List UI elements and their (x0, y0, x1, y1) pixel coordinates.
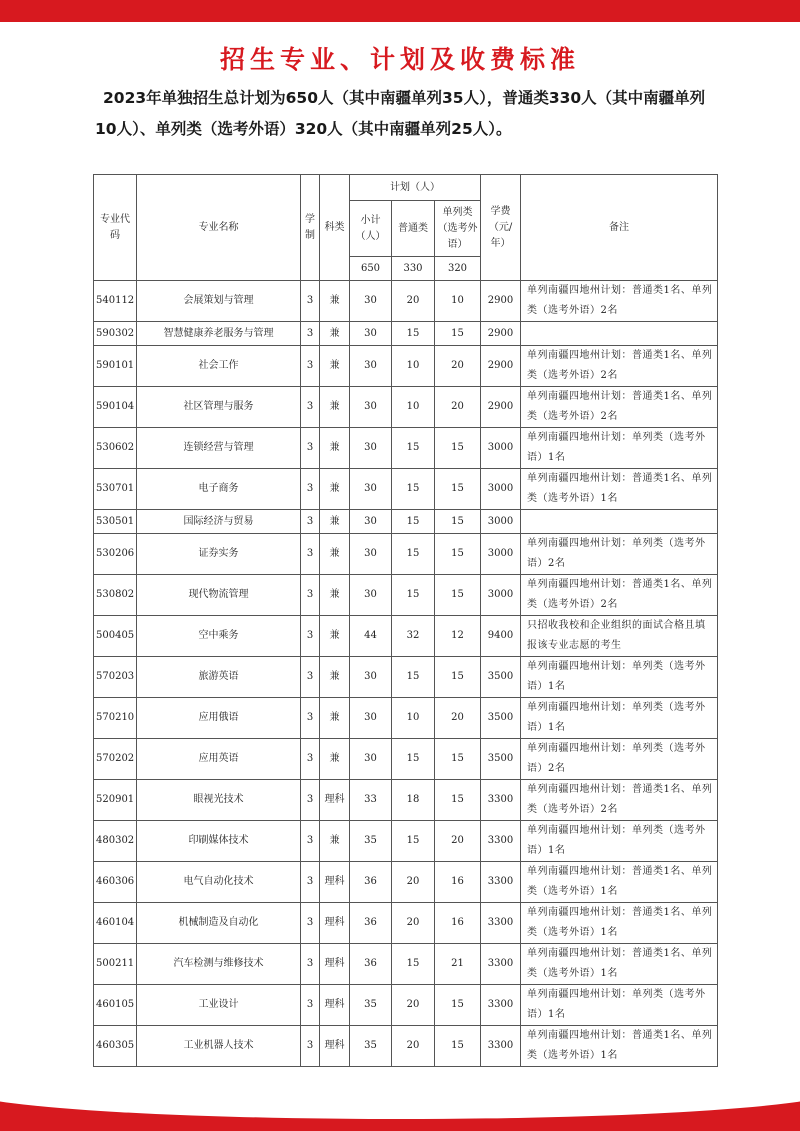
cell-subtotal: 36 (350, 944, 392, 985)
cell-category: 兼 (320, 469, 350, 510)
cell-fee: 3000 (481, 534, 521, 575)
cell-subtotal: 35 (350, 1026, 392, 1067)
cell-separate: 15 (435, 534, 481, 575)
enrollment-plan-table (93, 174, 718, 1067)
cell-category: 兼 (320, 281, 350, 322)
cell-note: 单列南疆四地州计划：单列类（选考外语）1名 (521, 985, 718, 1026)
cell-fee: 3300 (481, 862, 521, 903)
table-row (94, 985, 718, 1026)
cell-category: 兼 (320, 387, 350, 428)
header-general: 普通类 (392, 201, 435, 257)
cell-subtotal: 36 (350, 862, 392, 903)
cell-years: 3 (301, 1026, 320, 1067)
cell-fee: 2900 (481, 322, 521, 346)
cell-years: 3 (301, 616, 320, 657)
cell-years: 3 (301, 985, 320, 1026)
cell-years: 3 (301, 821, 320, 862)
cell-category: 兼 (320, 616, 350, 657)
cell-general: 18 (392, 780, 435, 821)
cell-code: 530701 (94, 469, 137, 510)
cell-category: 理科 (320, 985, 350, 1026)
table-row (94, 657, 718, 698)
cell-fee: 3500 (481, 657, 521, 698)
cell-separate: 15 (435, 510, 481, 534)
table-body (94, 281, 718, 1067)
cell-category: 兼 (320, 346, 350, 387)
cell-note: 单列南疆四地州计划：普通类1名、单列类（选考外语）1名 (521, 862, 718, 903)
cell-subtotal: 30 (350, 281, 392, 322)
table-row (94, 534, 718, 575)
cell-name: 印刷媒体技术 (137, 821, 301, 862)
cell-category: 兼 (320, 657, 350, 698)
cell-code: 460105 (94, 985, 137, 1026)
cell-years: 3 (301, 387, 320, 428)
table-row (94, 698, 718, 739)
cell-years: 3 (301, 281, 320, 322)
header-name: 专业名称 (137, 175, 301, 281)
intro-paragraph (95, 83, 755, 145)
header-code: 专业代码 (94, 175, 137, 281)
cell-code: 590302 (94, 322, 137, 346)
cell-general: 10 (392, 698, 435, 739)
cell-name: 电子商务 (137, 469, 301, 510)
cell-note: 单列南疆四地州计划：普通类1名、单列类（选考外语）1名 (521, 469, 718, 510)
cell-general: 20 (392, 1026, 435, 1067)
total-subtotal: 650 (350, 257, 392, 281)
cell-fee: 3000 (481, 469, 521, 510)
cell-separate: 15 (435, 575, 481, 616)
table-row (94, 510, 718, 534)
header-separate: 单列类（选考外语） (435, 201, 481, 257)
cell-code: 540112 (94, 281, 137, 322)
cell-separate: 10 (435, 281, 481, 322)
cell-separate: 20 (435, 698, 481, 739)
top-red-bar (0, 0, 800, 22)
cell-note: 单列南疆四地州计划：普通类1名、单列类（选考外语）2名 (521, 346, 718, 387)
header-fee: 学费（元/年） (481, 175, 521, 281)
cell-fee: 2900 (481, 281, 521, 322)
cell-code: 500211 (94, 944, 137, 985)
cell-code: 480302 (94, 821, 137, 862)
cell-subtotal: 30 (350, 575, 392, 616)
cell-note: 单列南疆四地州计划：普通类1名、单列类（选考外语）2名 (521, 575, 718, 616)
cell-fee: 9400 (481, 616, 521, 657)
cell-subtotal: 36 (350, 903, 392, 944)
page-title: 招生专业、计划及收费标准 (219, 45, 580, 74)
cell-note: 单列南疆四地州计划：单列类（选考外语）1名 (521, 657, 718, 698)
cell-name: 社会工作 (137, 346, 301, 387)
cell-subtotal: 30 (350, 322, 392, 346)
cell-subtotal: 30 (350, 469, 392, 510)
table-row (94, 346, 718, 387)
intro-line-1: 2023年单独招生总计划为650人（其中南疆单列35人），普通类330人（其中南疆单列 (103, 89, 706, 107)
cell-name: 会展策划与管理 (137, 281, 301, 322)
cell-category: 兼 (320, 322, 350, 346)
cell-code: 530501 (94, 510, 137, 534)
cell-years: 3 (301, 346, 320, 387)
cell-fee: 3000 (481, 575, 521, 616)
cell-name: 眼视光技术 (137, 780, 301, 821)
cell-subtotal: 30 (350, 739, 392, 780)
cell-general: 15 (392, 428, 435, 469)
cell-note: 单列南疆四地州计划：普通类1名、单列类（选考外语）1名 (521, 1026, 718, 1067)
cell-general: 20 (392, 985, 435, 1026)
table-row (94, 739, 718, 780)
cell-separate: 15 (435, 469, 481, 510)
cell-note: 单列南疆四地州计划：单列类（选考外语）1名 (521, 698, 718, 739)
cell-general: 20 (392, 903, 435, 944)
table-row (94, 780, 718, 821)
cell-note: 单列南疆四地州计划：单列类（选考外语）2名 (521, 534, 718, 575)
cell-general: 10 (392, 387, 435, 428)
cell-code: 520901 (94, 780, 137, 821)
cell-note: 单列南疆四地州计划：普通类1名、单列类（选考外语）1名 (521, 903, 718, 944)
cell-years: 3 (301, 944, 320, 985)
cell-category: 兼 (320, 739, 350, 780)
cell-separate: 16 (435, 862, 481, 903)
cell-code: 590104 (94, 387, 137, 428)
cell-category: 理科 (320, 1026, 350, 1067)
cell-note (521, 510, 718, 534)
cell-note: 单列南疆四地州计划：普通类1名、单列类（选考外语）2名 (521, 281, 718, 322)
cell-general: 32 (392, 616, 435, 657)
cell-code: 570202 (94, 739, 137, 780)
header-plan: 计划（人） (350, 175, 481, 201)
cell-subtotal: 30 (350, 428, 392, 469)
cell-separate: 16 (435, 903, 481, 944)
cell-years: 3 (301, 862, 320, 903)
cell-note: 单列南疆四地州计划：普通类1名、单列类（选考外语）2名 (521, 780, 718, 821)
cell-code: 530802 (94, 575, 137, 616)
cell-code: 590101 (94, 346, 137, 387)
cell-subtotal: 30 (350, 387, 392, 428)
cell-years: 3 (301, 510, 320, 534)
cell-name: 国际经济与贸易 (137, 510, 301, 534)
cell-name: 连锁经营与管理 (137, 428, 301, 469)
cell-category: 兼 (320, 698, 350, 739)
cell-fee: 3500 (481, 739, 521, 780)
cell-code: 460306 (94, 862, 137, 903)
cell-subtotal: 30 (350, 346, 392, 387)
cell-code: 570210 (94, 698, 137, 739)
cell-category: 兼 (320, 428, 350, 469)
cell-years: 3 (301, 739, 320, 780)
cell-subtotal: 30 (350, 657, 392, 698)
cell-category: 理科 (320, 944, 350, 985)
cell-category: 理科 (320, 903, 350, 944)
cell-years: 3 (301, 903, 320, 944)
cell-code: 530206 (94, 534, 137, 575)
cell-name: 电气自动化技术 (137, 862, 301, 903)
table-row (94, 862, 718, 903)
header-years: 学制 (301, 175, 320, 281)
cell-years: 3 (301, 575, 320, 616)
cell-code: 570203 (94, 657, 137, 698)
cell-fee: 3300 (481, 903, 521, 944)
cell-note: 单列南疆四地州计划：单列类（选考外语）1名 (521, 428, 718, 469)
header-category: 科类 (320, 175, 350, 281)
cell-name: 社区管理与服务 (137, 387, 301, 428)
cell-fee: 2900 (481, 387, 521, 428)
cell-fee: 3300 (481, 821, 521, 862)
cell-name: 汽车检测与维修技术 (137, 944, 301, 985)
cell-name: 应用俄语 (137, 698, 301, 739)
cell-name: 证券实务 (137, 534, 301, 575)
cell-subtotal: 30 (350, 510, 392, 534)
cell-name: 机械制造及自动化 (137, 903, 301, 944)
table-row (94, 903, 718, 944)
cell-years: 3 (301, 534, 320, 575)
cell-separate: 21 (435, 944, 481, 985)
table-row (94, 1026, 718, 1067)
cell-fee: 3300 (481, 1026, 521, 1067)
cell-code: 460305 (94, 1026, 137, 1067)
cell-years: 3 (301, 469, 320, 510)
header-subtotal: 小计（人） (350, 201, 392, 257)
cell-fee: 3500 (481, 698, 521, 739)
cell-note: 单列南疆四地州计划：单列类（选考外语）2名 (521, 739, 718, 780)
cell-name: 应用英语 (137, 739, 301, 780)
cell-name: 旅游英语 (137, 657, 301, 698)
cell-general: 15 (392, 322, 435, 346)
cell-general: 15 (392, 510, 435, 534)
table-header (94, 175, 718, 281)
cell-category: 理科 (320, 780, 350, 821)
cell-name: 工业机器人技术 (137, 1026, 301, 1067)
cell-separate: 20 (435, 821, 481, 862)
table-row (94, 616, 718, 657)
cell-category: 兼 (320, 534, 350, 575)
table-row (94, 387, 718, 428)
cell-category: 理科 (320, 862, 350, 903)
cell-subtotal: 30 (350, 534, 392, 575)
cell-separate: 15 (435, 739, 481, 780)
cell-code: 530602 (94, 428, 137, 469)
cell-separate: 15 (435, 322, 481, 346)
cell-general: 20 (392, 862, 435, 903)
cell-subtotal: 35 (350, 985, 392, 1026)
cell-subtotal: 44 (350, 616, 392, 657)
cell-separate: 12 (435, 616, 481, 657)
cell-separate: 15 (435, 428, 481, 469)
cell-years: 3 (301, 698, 320, 739)
table-row (94, 469, 718, 510)
cell-subtotal: 30 (350, 698, 392, 739)
bottom-red-band (0, 1089, 800, 1131)
table-row (94, 281, 718, 322)
cell-general: 15 (392, 534, 435, 575)
cell-fee: 3000 (481, 510, 521, 534)
cell-note: 单列南疆四地州计划：普通类1名、单列类（选考外语）1名 (521, 944, 718, 985)
cell-general: 15 (392, 575, 435, 616)
cell-category: 兼 (320, 575, 350, 616)
total-general: 330 (392, 257, 435, 281)
table-row (94, 575, 718, 616)
cell-separate: 20 (435, 387, 481, 428)
cell-name: 工业设计 (137, 985, 301, 1026)
cell-separate: 20 (435, 346, 481, 387)
cell-years: 3 (301, 780, 320, 821)
cell-fee: 3300 (481, 944, 521, 985)
cell-note: 单列南疆四地州计划：单列类（选考外语）1名 (521, 821, 718, 862)
cell-general: 15 (392, 821, 435, 862)
cell-years: 3 (301, 322, 320, 346)
cell-name: 现代物流管理 (137, 575, 301, 616)
cell-fee: 3000 (481, 428, 521, 469)
cell-separate: 15 (435, 1026, 481, 1067)
cell-code: 500405 (94, 616, 137, 657)
table-row (94, 944, 718, 985)
cell-general: 15 (392, 469, 435, 510)
cell-years: 3 (301, 428, 320, 469)
table-row (94, 428, 718, 469)
cell-name: 空中乘务 (137, 616, 301, 657)
table-row (94, 322, 718, 346)
cell-general: 15 (392, 657, 435, 698)
cell-separate: 15 (435, 985, 481, 1026)
cell-general: 15 (392, 739, 435, 780)
cell-separate: 15 (435, 780, 481, 821)
cell-general: 10 (392, 346, 435, 387)
table-row (94, 821, 718, 862)
cell-fee: 2900 (481, 346, 521, 387)
cell-name: 智慧健康养老服务与管理 (137, 322, 301, 346)
cell-fee: 3300 (481, 985, 521, 1026)
cell-category: 兼 (320, 821, 350, 862)
header-note: 备注 (521, 175, 718, 281)
cell-note: 单列南疆四地州计划：普通类1名、单列类（选考外语）2名 (521, 387, 718, 428)
cell-category: 兼 (320, 510, 350, 534)
cell-years: 3 (301, 657, 320, 698)
cell-subtotal: 33 (350, 780, 392, 821)
cell-general: 20 (392, 281, 435, 322)
cell-subtotal: 35 (350, 821, 392, 862)
cell-fee: 3300 (481, 780, 521, 821)
cell-code: 460104 (94, 903, 137, 944)
cell-note (521, 322, 718, 346)
intro-line-2: 10人）、单列类（选考外语）320人（其中南疆单列25人）。 (95, 120, 512, 138)
cell-note: 只招收我校和企业组织的面试合格且填报该专业志愿的考生 (521, 616, 718, 657)
total-separate: 320 (435, 257, 481, 281)
cell-general: 15 (392, 944, 435, 985)
cell-separate: 15 (435, 657, 481, 698)
